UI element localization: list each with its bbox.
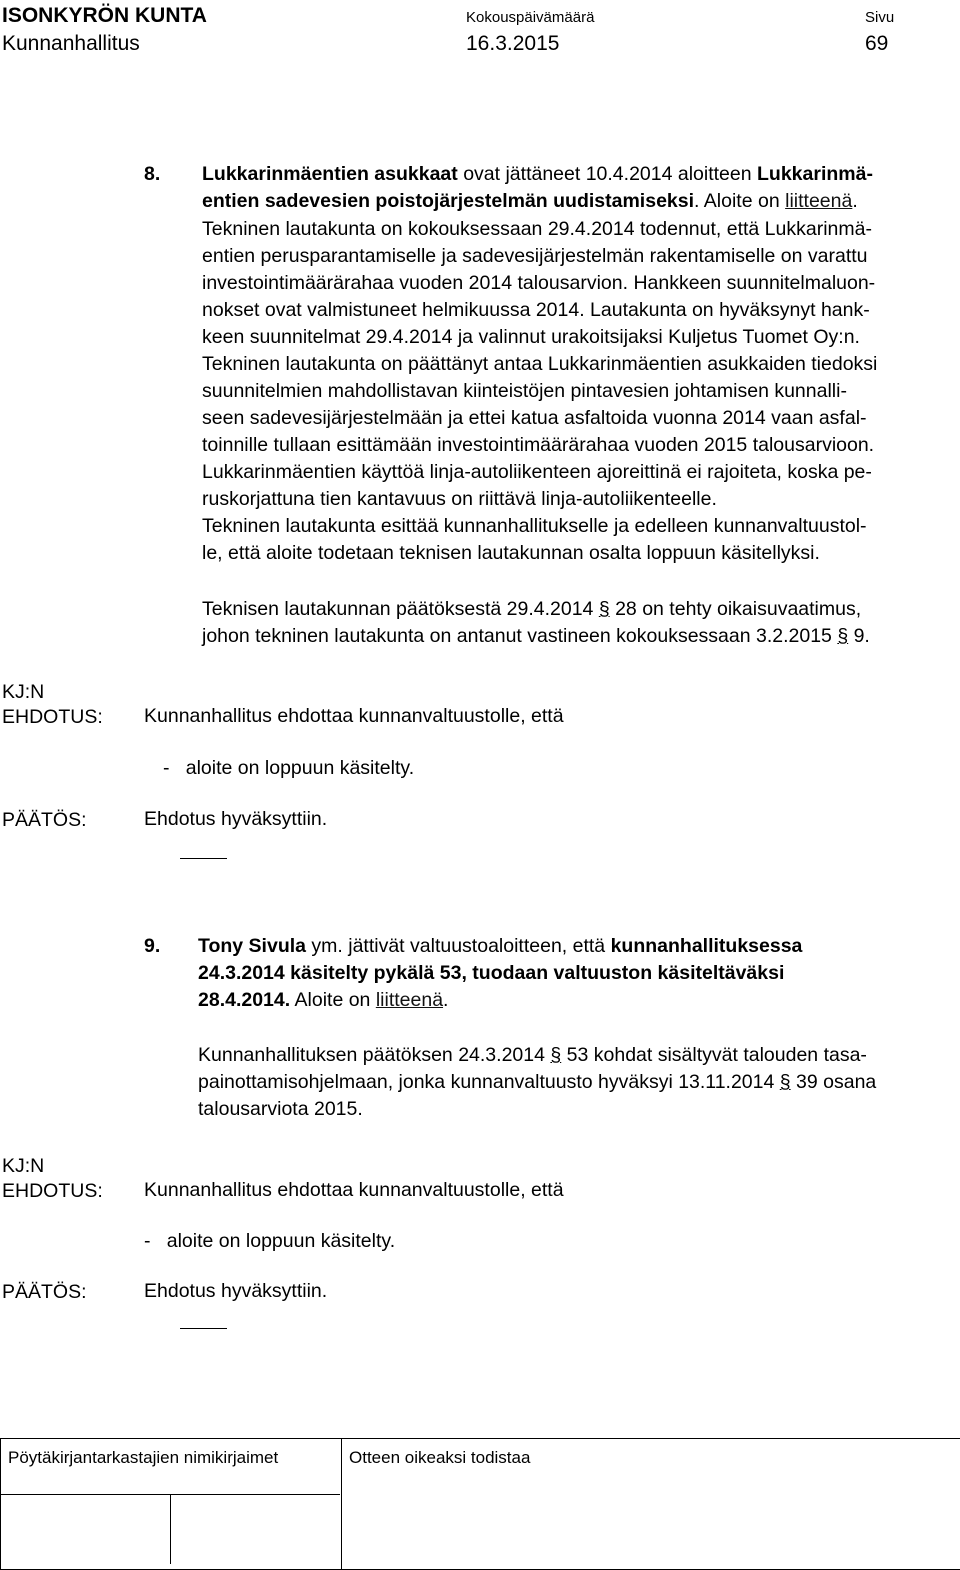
item-9-para2-line-1: [198, 1044, 867, 1067]
item-8-line-17: [202, 625, 870, 648]
item-9-attachment-text: Aloite on: [290, 989, 376, 1011]
response-text-end: 9.: [848, 625, 870, 647]
body-line: entien perusparantamiselle ja sadevesijärjestelmän rakentamiselle on varattu: [202, 245, 868, 267]
decision-text: Kunnanhallituksen päätöksen 24.3.2014: [198, 1044, 551, 1066]
section-sign: §: [598, 598, 610, 620]
body-line: nokset ovat valmistuneet helmikuussa 2014. Lautakunta on hyväksynyt hank-: [202, 299, 870, 321]
item-8-body: [202, 215, 960, 585]
item-9-end-rule: [180, 1328, 227, 1329]
program-text: painottamisohjelmaan, jonka kunnanvaltuusto hyväksyi 13.11.2014: [198, 1071, 780, 1093]
section-sign: §: [837, 625, 849, 647]
item-9-line-1-text: ym. jättivät valtuustoaloitteen, että: [306, 935, 611, 957]
board-name: Kunnanhallitus: [2, 32, 140, 55]
body-line: investointimäärärahaa vuoden 2014 talousarvion. Hankkeen suunnitelmaluon-: [202, 272, 876, 294]
item-9-initiator: Tony Sivula: [198, 935, 306, 957]
item-8-initiators: Lukkarinmäentien asukkaat: [202, 163, 458, 185]
body-line: Lukkarinmäentien käyttöä linja-autoliikenteen ajoreittinä ei rajoiteta, koska pe-: [202, 461, 872, 483]
page-number: 69: [865, 32, 889, 55]
body-line: suunnitelmien mahdollistavan kiinteistöjen pintavesien johtamisen kunnalli-: [202, 380, 847, 402]
item-9-proposal: Kunnanhallitus ehdottaa kunnanvaltuustolle, että: [144, 1179, 564, 1201]
program-text-end: 39 osana: [790, 1071, 877, 1093]
item-9-date: 28.4.2014.: [198, 989, 291, 1011]
item-9-period: .: [443, 989, 449, 1011]
response-text: johon tekninen lautakunta on antanut vastineen kokouksessaan 3.2.2015: [202, 625, 838, 647]
item-8-number: 8.: [144, 163, 161, 185]
item-9-attachment-link[interactable]: liitteenä: [375, 989, 444, 1011]
item-8-line-1: [202, 163, 873, 186]
appeal-text-end: 28 on tehty oikaisuvaatimus,: [609, 598, 862, 620]
item-9-number: 9.: [144, 935, 161, 957]
certified-label: Otteen oikeaksi todistaa: [349, 1448, 531, 1467]
item-9-kjn-label: KJ:N: [2, 1155, 45, 1177]
body-line: Tekninen lautakunta esittää kunnanhallitukselle ja edelleen kunnanvaltuustol-: [202, 515, 867, 537]
item-8-kjn-label: KJ:N: [2, 681, 45, 703]
item-9-bullet: - aloite on loppuun käsitelty.: [144, 1230, 396, 1252]
signature-cell-divider: [170, 1494, 171, 1564]
item-8-line-2: [202, 190, 858, 213]
item-9-line-3: [198, 989, 448, 1012]
body-line: toinnille tullaan esittämään investointimäärärahaa vuoden 2015 talousarvioon.: [202, 434, 875, 456]
item-9-decision-label: PÄÄTÖS:: [2, 1281, 87, 1303]
item-9-line-1: [198, 935, 802, 958]
item-8-line-16: [202, 598, 861, 621]
item-8-end-rule: [180, 858, 227, 859]
appeal-text: Teknisen lautakunnan päätöksestä 29.4.2014: [202, 598, 599, 620]
item-9-para2-line-3: talousarviota 2015.: [198, 1098, 363, 1120]
decision-text-end: 53 kohdat sisältyvät talouden tasa-: [561, 1044, 867, 1066]
item-8-subject-start: Lukkarinmä-: [757, 163, 873, 185]
body-line: keen suunnitelmat 29.4.2014 ja valinnut urakoitsijaksi Kuljetus Tuomet Oy:n.: [202, 326, 860, 348]
item-9-subject-start: kunnanhallituksessa: [610, 935, 803, 957]
item-8-proposal: Kunnanhallitus ehdottaa kunnanvaltuustolle, että: [144, 705, 564, 727]
item-9-line-2: 24.3.2014 käsitelty pykälä 53, tuodaan valtuuston käsiteltäväksi: [198, 962, 785, 984]
item-8-decision-label: PÄÄTÖS:: [2, 809, 87, 831]
item-8-line-1-text: ovat jättäneet 10.4.2014 aloitteen: [457, 163, 758, 185]
body-line: seen sadevesijärjestelmään ja ettei katua asfaltoida vuonna 2014 vaan asfal-: [202, 407, 867, 429]
item-9-para2-line-2: [198, 1071, 876, 1094]
body-line: Tekninen lautakunta on päättänyt antaa Lukkarinmäentien asukkaiden tiedoksi: [202, 353, 878, 375]
item-8-proposal-label: EHDOTUS:: [2, 706, 103, 728]
body-line: Tekninen lautakunta on kokouksessaan 29.4.2014 todennut, että Lukkarinmä-: [202, 218, 872, 240]
item-8-decision: Ehdotus hyväksyttiin.: [144, 808, 328, 830]
section-sign: §: [779, 1071, 791, 1093]
item-9-proposal-label: EHDOTUS:: [2, 1180, 103, 1202]
meeting-date: 16.3.2015: [466, 32, 560, 55]
item-8-period: .: [852, 190, 858, 212]
meeting-date-label: Kokouspäivämäärä: [466, 9, 595, 26]
item-8-attachment-text: . Aloite on: [694, 190, 786, 212]
signatures-label: Pöytäkirjantarkastajien nimikirjaimet: [8, 1448, 279, 1467]
body-line: ruskorjattuna tien kantavuus on riittävä linja-autoliikenteelle.: [202, 488, 717, 510]
page-label: Sivu: [865, 9, 895, 26]
item-8-subject-end: entien sadevesien poistojärjestelmän uudistamiseksi: [202, 190, 695, 212]
body-line: le, että aloite todetaan teknisen lautakunnan osalta loppuun käsitellyksi.: [202, 542, 820, 564]
item-9-decision: Ehdotus hyväksyttiin.: [144, 1280, 328, 1302]
item-8-bullet: - aloite on loppuun käsitelty.: [163, 757, 415, 779]
section-sign: §: [550, 1044, 562, 1066]
municipality-name: ISONKYRÖN KUNTA: [2, 4, 207, 27]
item-8-attachment-link[interactable]: liitteenä: [785, 190, 853, 212]
